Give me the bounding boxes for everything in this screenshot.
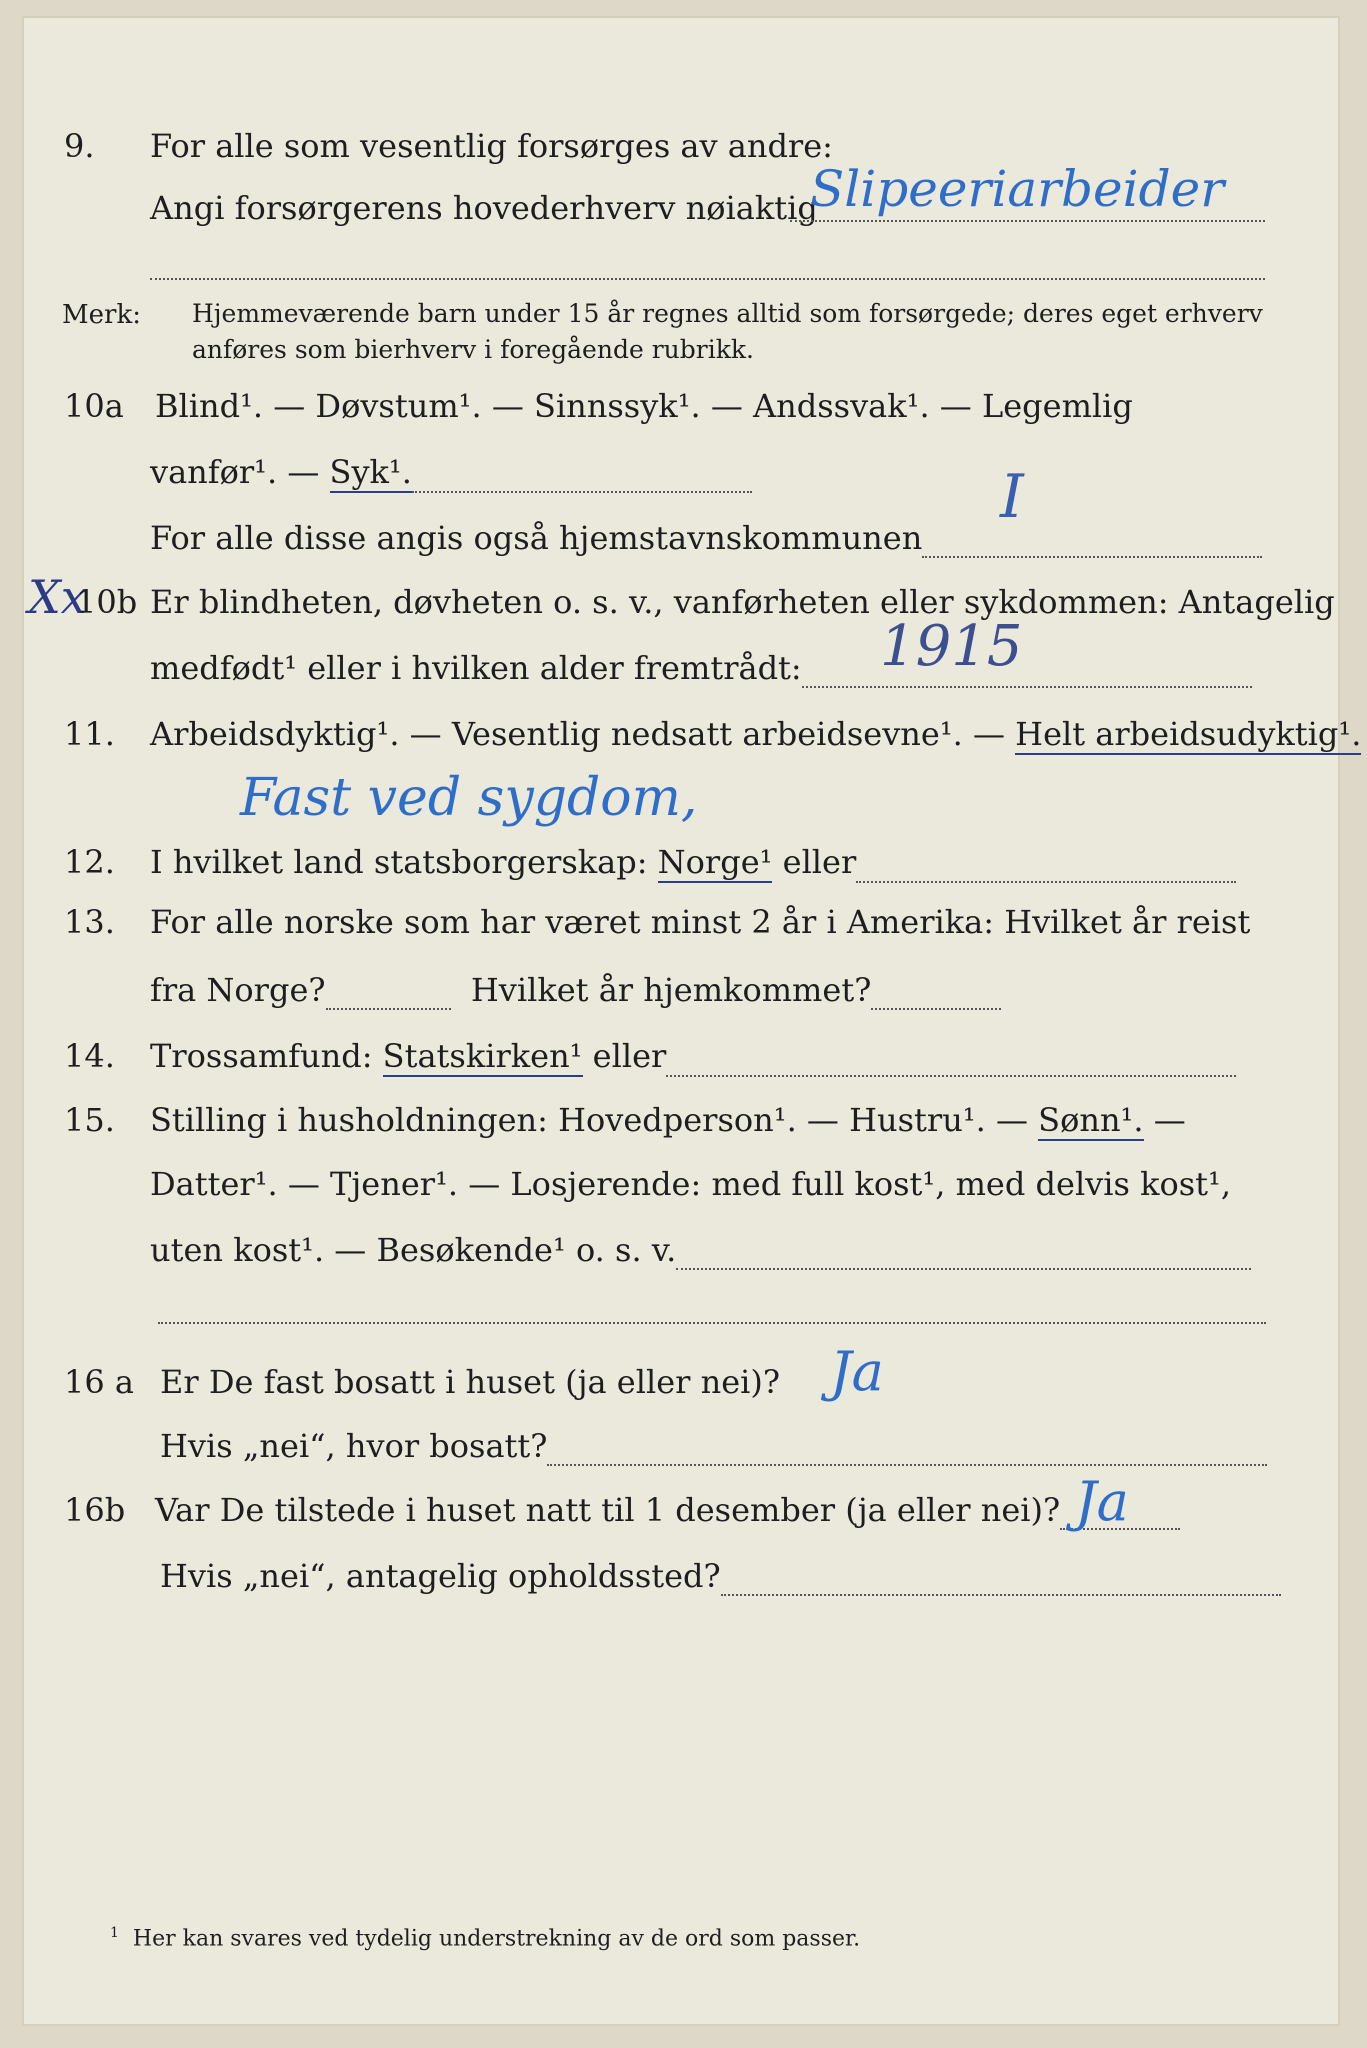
merk-line1: Hjemmeværende barn under 15 år regnes alltid som forsørgede; deres eget erhverv (192, 299, 1263, 328)
q11-answer: Fast ved sygdom, (240, 768, 698, 828)
q10a-options-2: vanfør¹. — (150, 453, 330, 491)
q13-reist: fra Norge? (150, 971, 326, 1009)
q13-number: 13. (64, 903, 115, 941)
q10a-syk-underlined: Syk¹. (329, 453, 412, 491)
q15-extra-line (158, 1292, 1266, 1324)
q15-answer-line (676, 1238, 1251, 1270)
q14-number: 14. (64, 1037, 115, 1075)
q9-number: 9. (64, 127, 95, 165)
merk-label: Merk: (62, 300, 141, 330)
q12-answer-line (856, 851, 1236, 883)
q12-question: I hvilket land statsborgerskap: (150, 843, 658, 881)
q10b-question: medfødt¹ eller i hvilken alder fremtrådt: (150, 649, 802, 687)
q13-hjemkommet-line (871, 978, 1001, 1010)
margin-mark: Xx (28, 570, 87, 624)
q11-options: Arbeidsdyktig¹. — Vesentlig nedsatt arbeidsevne¹. — (150, 715, 1016, 753)
q15-suffix: — (1143, 1101, 1186, 1139)
q16b-followup: Hvis „nei“, antagelig opholdssted? (160, 1557, 721, 1595)
q10b-answer: 1915 (880, 614, 1023, 679)
q16a-answer: Ja (830, 1340, 884, 1403)
q9-text: For alle som vesentlig forsørges av andre: (150, 127, 833, 165)
q9-question: Angi forsørgerens hovederhverv nøiaktig (150, 189, 818, 227)
q10b-answer-line (802, 656, 1252, 688)
q15-options: Stilling i husholdningen: Hovedperson¹. — Hustru¹. — (150, 1101, 1039, 1139)
q13-hjemkommet: Hvilket år hjemkommet? (470, 971, 872, 1009)
q12-underlined: Norge¹ (657, 843, 773, 881)
q15-options-3: uten kost¹. — Besøkende¹ o. s. v. (150, 1231, 677, 1269)
q9-answer: Slipeeriarbeider (810, 160, 1225, 218)
footnote-mark: 1 (110, 1925, 119, 1941)
merk-line2: anføres som bierhverv i foregående rubrikk. (192, 335, 754, 364)
q13-text: For alle norske som har været minst 2 år i Amerika: Hvilket år reist (150, 903, 1251, 941)
q10a-options: Blind¹. — Døvstum¹. — Sinnssyk¹. — Andssvak¹. — Legemlig (155, 387, 1133, 425)
q10a-hometown-question: For alle disse angis også hjemstavnskommunen (150, 519, 923, 557)
footnote (110, 1925, 860, 1951)
q15-underlined: Sønn¹. (1038, 1101, 1144, 1139)
q10a-line2-dots (412, 461, 752, 493)
q13-reist-line (326, 978, 451, 1010)
q11-underlined: Helt arbeidsudyktig¹. (1015, 715, 1362, 753)
q11-number: 11. (64, 715, 115, 753)
q16b-question: Var De tilstede i huset natt til 1 desember (ja eller nei)? (155, 1491, 1061, 1529)
q16b-followup-line (721, 1564, 1281, 1596)
q16a-question: Er De fast bosatt i huset (ja eller nei)? (160, 1363, 781, 1401)
q16a-number: 16 a (64, 1363, 134, 1401)
q16a-followup-line (547, 1434, 1267, 1466)
q16b-number: 16b (64, 1491, 126, 1529)
q14-answer-line (666, 1045, 1236, 1077)
q10a-answer: I (1000, 462, 1024, 532)
q15-number: 15. (64, 1101, 115, 1139)
q16a-followup: Hvis „nei“, hvor bosatt? (160, 1427, 548, 1465)
q14-suffix: eller (582, 1037, 667, 1075)
q16b-answer: Ja (1075, 1470, 1129, 1533)
q10b-text: Er blindheten, døvheten o. s. v., vanførheten eller sykdommen: Antagelig (150, 583, 1335, 621)
q12-suffix: eller (772, 843, 857, 881)
q10b-number: 10b (76, 583, 138, 621)
q9-extra-line (150, 248, 1265, 280)
q14-underlined: Statskirken¹ (382, 1037, 583, 1075)
q15-options-2: Datter¹. — Tjener¹. — Losjerende: med full kost¹, med delvis kost¹, (150, 1165, 1232, 1203)
q10a-number: 10a (64, 387, 124, 425)
footnote-text: Her kan svares ved tydelig understrekning av de ord som passer. (132, 1926, 861, 1952)
q14-question: Trossamfund: (150, 1037, 383, 1075)
q12-number: 12. (64, 843, 115, 881)
q10a-hometown-line (922, 526, 1262, 558)
